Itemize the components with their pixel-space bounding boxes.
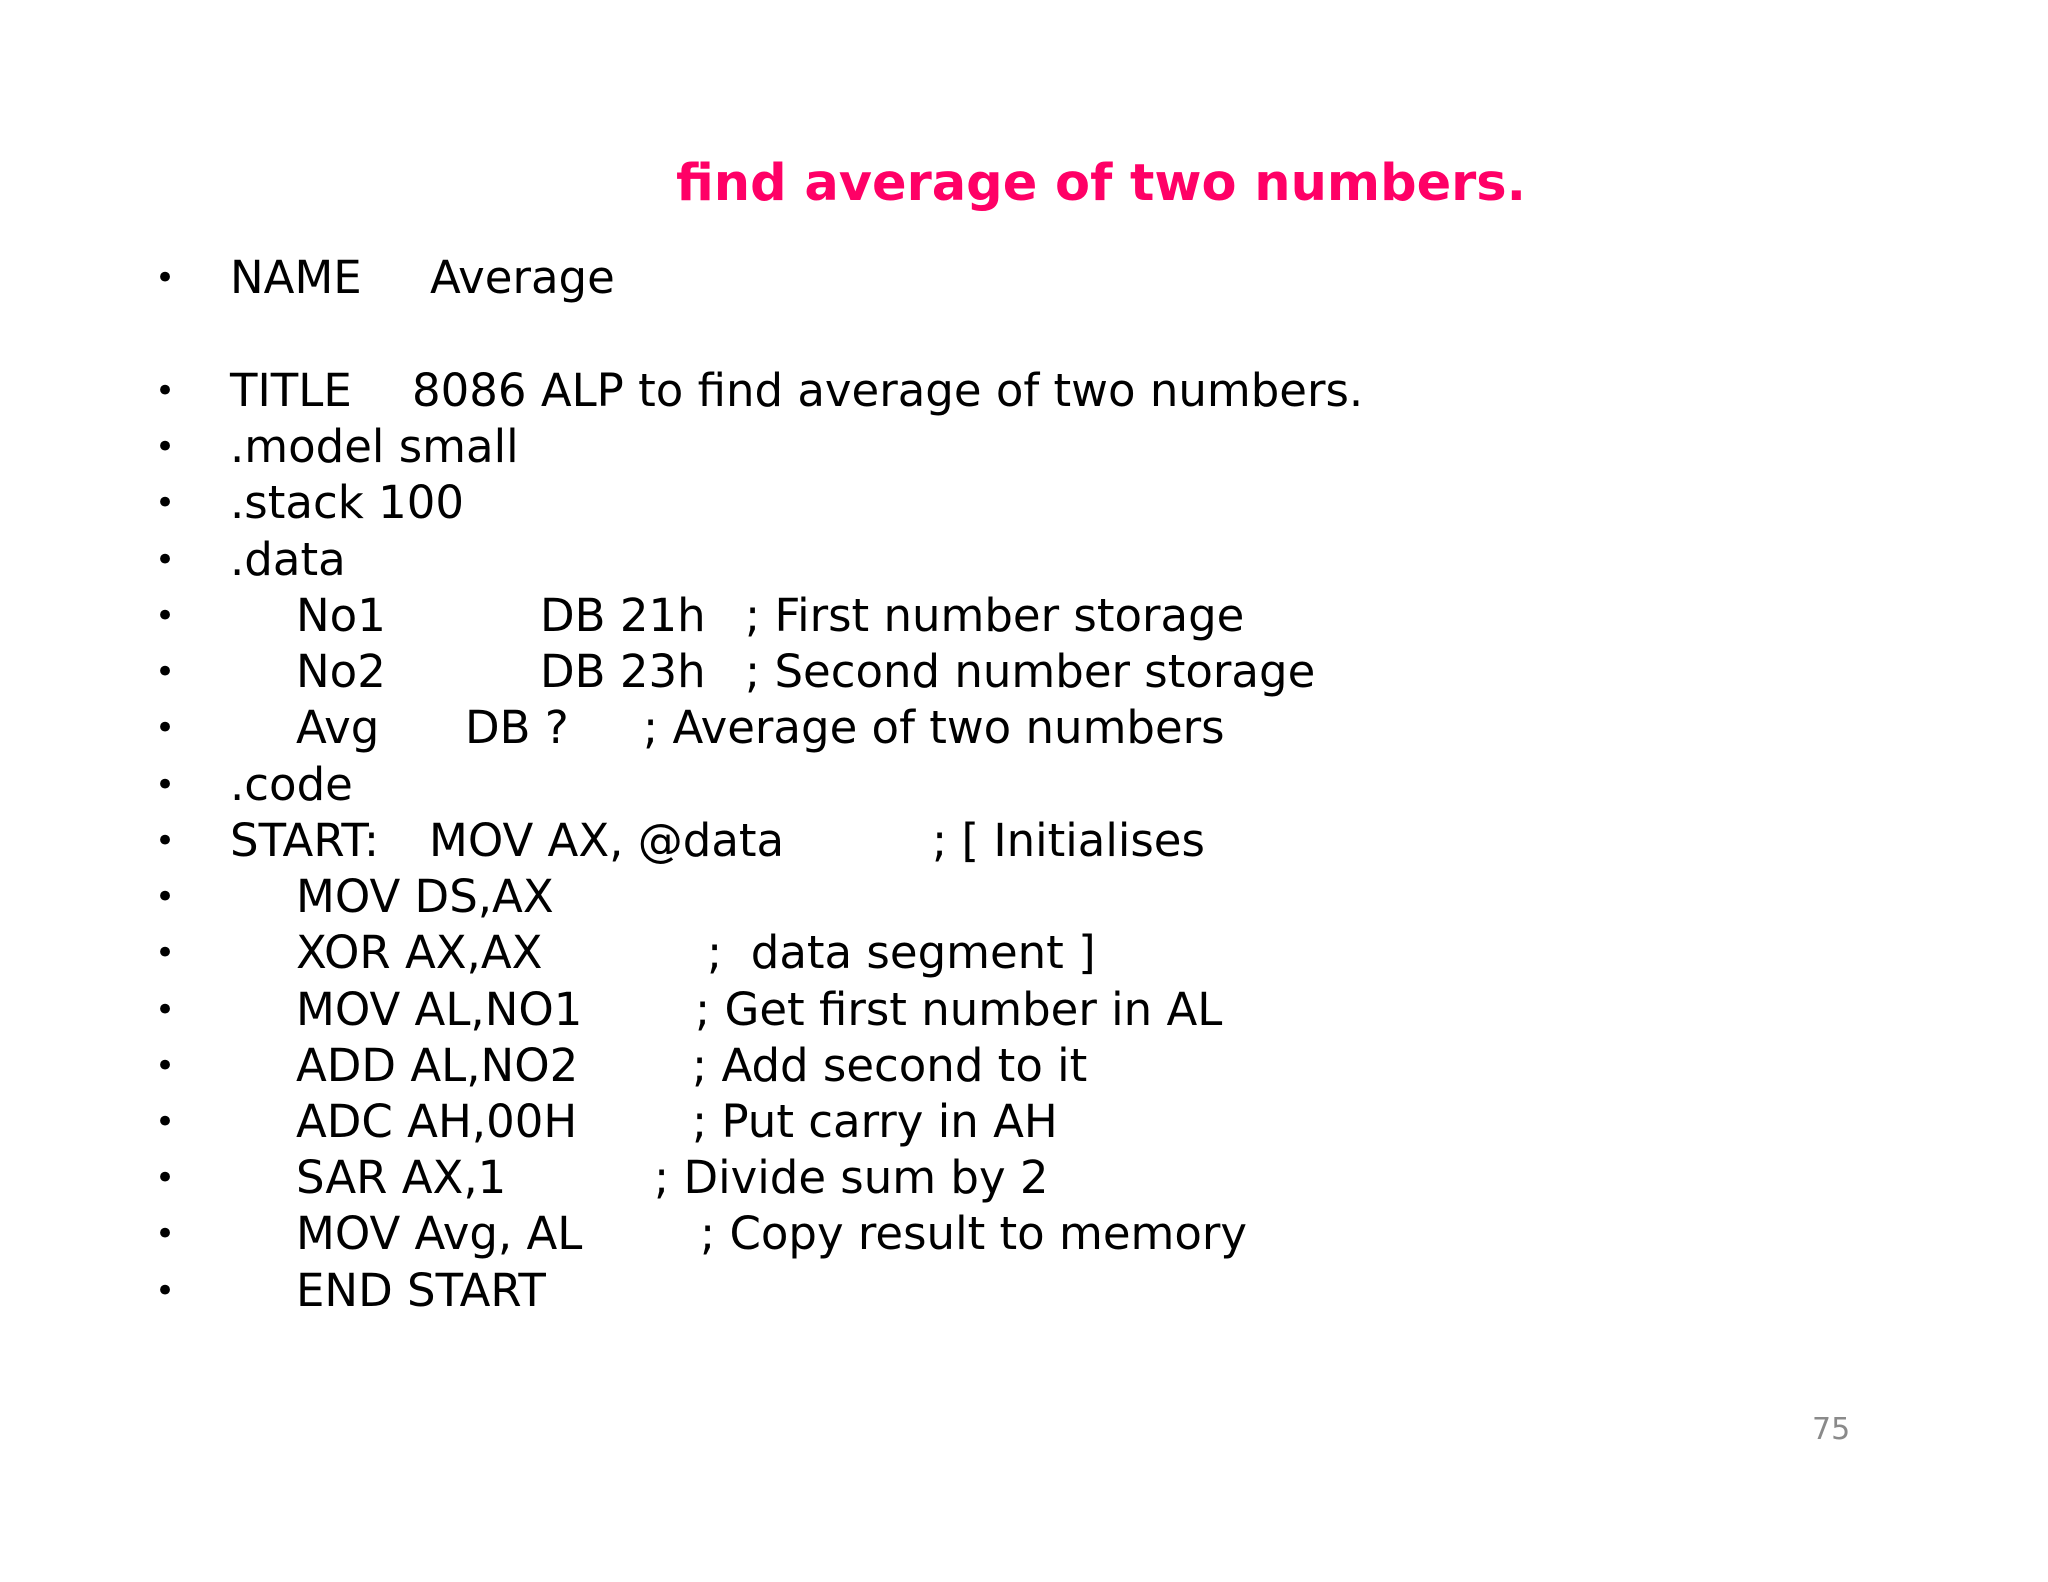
code-comment: ; Copy result to memory [700, 1207, 1248, 1260]
code-token: DB ? [465, 701, 569, 754]
code-token: .data [230, 533, 346, 586]
code-token: No2 [296, 645, 386, 698]
code-token: NAME [230, 251, 362, 304]
code-token: XOR AX,AX [296, 926, 543, 979]
code-token: Avg [296, 701, 380, 754]
slide-title: find average of two numbers. [676, 154, 1527, 213]
code-token: .stack 100 [230, 476, 464, 529]
bullet-icon: • [155, 708, 176, 748]
bullet-icon: • [155, 258, 176, 298]
code-comment: ; Second number storage [745, 645, 1316, 698]
code-token: MOV AX, @data [429, 814, 785, 867]
bullet-icon: • [155, 821, 176, 861]
code-token: MOV AL,NO1 [296, 983, 583, 1036]
bullet-icon: • [155, 1158, 176, 1198]
bullet-icon: • [155, 1271, 176, 1311]
bullet-icon: • [155, 596, 176, 636]
code-token: Average [430, 251, 615, 304]
code-comment: ; Average of two numbers [643, 701, 1225, 754]
bullet-icon: • [155, 1102, 176, 1142]
code-token: 8086 ALP to find average of two numbers. [412, 364, 1364, 417]
bullet-icon: • [155, 483, 176, 523]
bullet-icon: • [155, 1214, 176, 1254]
code-comment: ; First number storage [745, 589, 1245, 642]
code-comment: ; [ Initialises [932, 814, 1205, 867]
code-token: TITLE [230, 364, 352, 417]
code-token: START: [230, 814, 380, 867]
bullet-icon: • [155, 990, 176, 1030]
code-token: DB 21h [540, 589, 706, 642]
bullet-icon: • [155, 1046, 176, 1086]
code-comment: ; data segment ] [707, 926, 1096, 979]
code-comment: ; Divide sum by 2 [654, 1151, 1049, 1204]
bullet-icon: • [155, 877, 176, 917]
code-token: ADD AL,NO2 [296, 1039, 579, 1092]
bullet-icon: • [155, 652, 176, 692]
bullet-icon: • [155, 371, 176, 411]
bullet-icon: • [155, 540, 176, 580]
code-token: .code [230, 758, 353, 811]
code-comment: ; Add second to it [692, 1039, 1088, 1092]
code-comment: ; Get first number in AL [695, 983, 1223, 1036]
page-number: 75 [1812, 1412, 1851, 1447]
code-token: .model small [230, 420, 519, 473]
bullet-icon: • [155, 765, 176, 805]
code-token: MOV Avg, AL [296, 1207, 583, 1260]
code-comment: ; Put carry in AH [692, 1095, 1058, 1148]
code-token: DB 23h [540, 645, 706, 698]
bullet-icon: • [155, 427, 176, 467]
code-token: END START [296, 1264, 546, 1317]
code-token: MOV DS,AX [296, 870, 554, 923]
code-token: ADC AH,00H [296, 1095, 578, 1148]
code-token: No1 [296, 589, 386, 642]
code-token: SAR AX,1 [296, 1151, 507, 1204]
bullet-icon: • [155, 933, 176, 973]
